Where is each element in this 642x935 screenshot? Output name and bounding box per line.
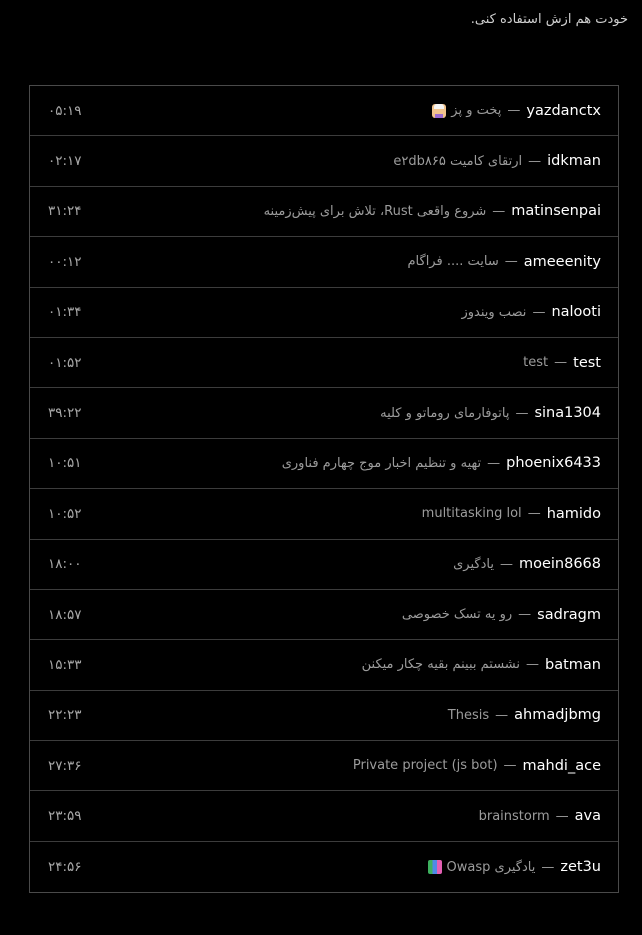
session-separator: — xyxy=(499,556,513,572)
books-icon xyxy=(428,860,442,874)
session-main xyxy=(380,405,601,421)
session-topic xyxy=(264,204,487,219)
session-duration: ۱۰:۵۱ xyxy=(48,455,82,472)
session-main xyxy=(264,203,601,219)
session-duration: ۰۵:۱۹ xyxy=(48,102,82,119)
session-topic-text: پاتوفارمای روماتو و کلیه xyxy=(380,405,510,421)
session-separator: — xyxy=(532,304,546,320)
session-row xyxy=(30,388,618,438)
session-user: yazdanctx xyxy=(526,102,601,119)
session-row xyxy=(30,791,618,841)
session-row xyxy=(30,640,618,690)
session-topic-text: شروع واقعی Rust، تلاش برای پیش‌زمینه xyxy=(263,203,487,219)
session-main xyxy=(432,103,601,119)
session-main xyxy=(461,304,601,320)
session-topic-text: test xyxy=(523,355,549,371)
session-separator: — xyxy=(541,859,555,875)
session-user: nalooti xyxy=(551,304,601,321)
session-separator: — xyxy=(487,455,501,471)
session-separator: — xyxy=(507,103,521,119)
session-topic xyxy=(353,758,498,773)
session-separator: — xyxy=(555,808,569,824)
session-topic-text: brainstorm xyxy=(478,808,550,824)
session-duration: ۳۹:۲۲ xyxy=(48,405,82,422)
session-row xyxy=(30,590,618,640)
session-row xyxy=(30,237,618,287)
session-main xyxy=(523,355,601,371)
session-user: phoenix6433 xyxy=(506,455,601,472)
session-user: sina1304 xyxy=(534,405,601,422)
session-separator: — xyxy=(554,355,568,371)
session-user: zet3u xyxy=(560,859,601,876)
session-user: hamido xyxy=(546,505,601,522)
session-topic-text: Thesis xyxy=(447,707,490,723)
session-row xyxy=(30,86,618,136)
session-main xyxy=(353,758,601,774)
session-main xyxy=(402,607,601,623)
session-separator: — xyxy=(527,506,541,522)
session-topic xyxy=(432,103,501,118)
session-topic xyxy=(461,305,526,320)
session-topic-text: Private project (js bot) xyxy=(352,758,498,774)
session-separator: — xyxy=(503,758,517,774)
session-main xyxy=(393,153,601,169)
session-topic xyxy=(380,406,509,421)
session-topic-text: رو یه تسک خصوصی xyxy=(401,607,513,623)
session-row xyxy=(30,741,618,791)
session-topic xyxy=(523,355,548,370)
sessions-list xyxy=(29,85,619,893)
session-user: matinsenpai xyxy=(511,203,601,220)
session-topic-text: ارتقای کامیت e۲db۸۶۵ xyxy=(393,153,523,169)
session-main xyxy=(479,808,601,824)
session-main xyxy=(282,455,601,471)
session-user: batman xyxy=(545,656,601,673)
session-row xyxy=(30,540,618,590)
session-row xyxy=(30,187,618,237)
session-user: mahdi_ace xyxy=(522,757,601,774)
session-row xyxy=(30,842,618,892)
session-topic xyxy=(448,708,489,723)
chef-icon xyxy=(432,104,446,118)
session-row xyxy=(30,136,618,186)
session-topic-text: نشستم ببینم بقیه چکار میکنن xyxy=(361,657,521,673)
session-duration: ۲۳:۵۹ xyxy=(48,808,82,825)
session-topic-text: multitasking lol xyxy=(421,506,522,522)
session-topic xyxy=(362,657,520,672)
session-separator: — xyxy=(526,657,540,673)
session-duration: ۲۷:۳۶ xyxy=(48,757,82,774)
session-topic-text: نصب ویندوز xyxy=(461,304,527,320)
session-main xyxy=(408,254,602,270)
session-user: ahmadjbmg xyxy=(514,707,601,724)
session-topic xyxy=(422,506,522,521)
session-topic-text: یادگیری Owasp xyxy=(446,859,536,875)
session-separator: — xyxy=(504,254,518,270)
session-duration: ۰۲:۱۷ xyxy=(48,153,82,170)
session-topic-text: سایت .... فراگام xyxy=(407,254,499,270)
intro-text: خودت هم ازش استفاده کنی. xyxy=(470,12,628,27)
session-duration: ۳۱:۲۴ xyxy=(48,203,82,220)
session-topic xyxy=(393,154,522,169)
session-main xyxy=(422,506,601,522)
session-topic xyxy=(408,254,499,269)
session-duration: ۰۰:۱۲ xyxy=(48,253,82,270)
session-topic xyxy=(402,607,512,622)
session-user: ameeenity xyxy=(523,253,601,270)
session-user: test xyxy=(573,354,601,371)
session-topic xyxy=(479,809,550,824)
session-main xyxy=(448,707,601,723)
session-separator: — xyxy=(518,607,532,623)
session-topic-text: یادگیری xyxy=(453,556,494,572)
session-user: sadragm xyxy=(537,606,601,623)
session-duration: ۰۱:۵۲ xyxy=(48,354,82,371)
session-main xyxy=(428,859,601,875)
session-topic xyxy=(428,860,536,875)
session-duration: ۱۸:۵۷ xyxy=(48,606,82,623)
session-duration: ۱۵:۳۳ xyxy=(48,656,82,673)
session-row xyxy=(30,439,618,489)
session-main xyxy=(362,657,601,673)
session-row xyxy=(30,288,618,338)
session-topic xyxy=(282,456,481,471)
session-separator: — xyxy=(528,153,542,169)
session-separator: — xyxy=(515,405,529,421)
session-topic xyxy=(453,557,494,572)
session-separator: — xyxy=(495,707,509,723)
session-user: idkman xyxy=(547,153,601,170)
session-main xyxy=(453,556,601,572)
session-row xyxy=(30,489,618,539)
session-topic-text: تهیه و تنظیم اخبار موج چهارم فناوری xyxy=(281,455,482,471)
session-row xyxy=(30,691,618,741)
session-duration: ۲۲:۲۳ xyxy=(48,707,82,724)
session-duration: ۰۱:۳۴ xyxy=(48,304,82,321)
session-topic-text: پخت و پز xyxy=(451,103,502,119)
session-user: moein8668 xyxy=(518,556,601,573)
session-duration: ۲۴:۵۶ xyxy=(48,859,82,876)
session-separator: — xyxy=(492,203,506,219)
session-duration: ۱۸:۰۰ xyxy=(48,556,82,573)
session-duration: ۱۰:۵۲ xyxy=(48,505,82,522)
session-user: ava xyxy=(574,808,601,825)
session-row xyxy=(30,338,618,388)
